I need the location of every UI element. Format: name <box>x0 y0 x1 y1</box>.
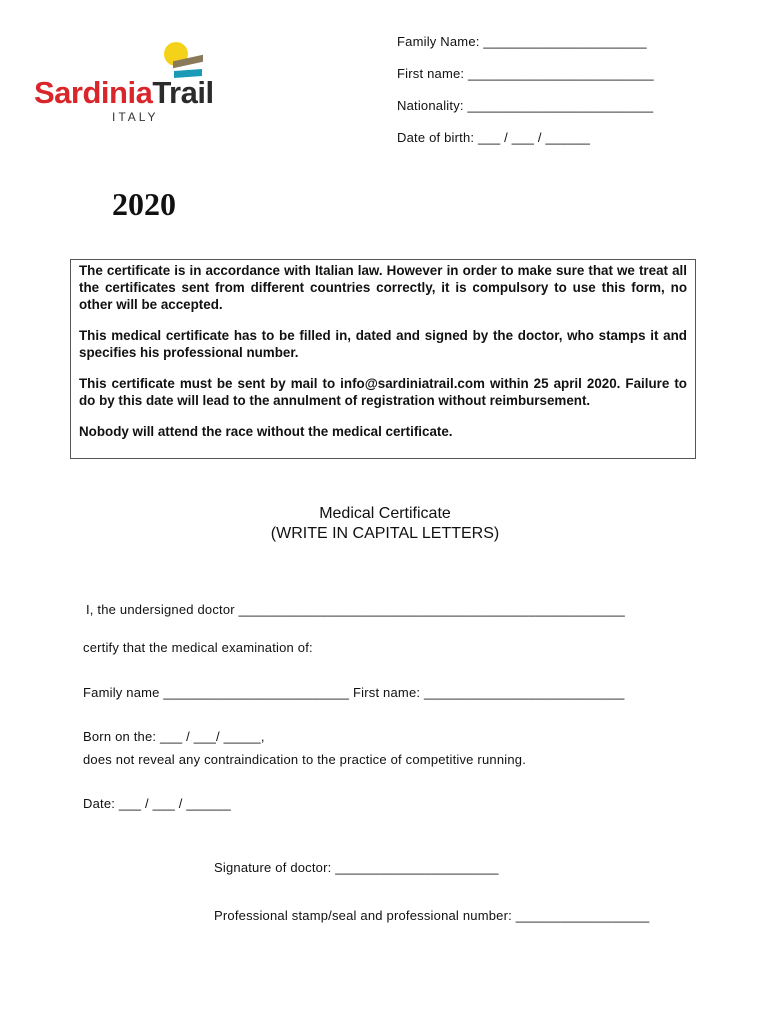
nationality-field[interactable]: Nationality: _________________________ <box>397 98 654 113</box>
notice-paragraph-3: This certificate must be sent by mail to info@sardiniatrail.com within 25 april 2020. Failure to do by this date will lead to the annulment of registration without reimbursement. <box>79 376 687 408</box>
certificate-title: Medical Certificate <box>319 505 451 522</box>
doctor-name-field[interactable]: I, the undersigned doctor ____________________________________________________ <box>86 602 625 617</box>
date-field[interactable]: Date: ___ / ___ / ______ <box>83 796 231 811</box>
logo-wordmark: SardiniaTrail <box>34 75 214 110</box>
notice-paragraph-4: Nobody will attend the race without the medical certificate. <box>79 424 453 439</box>
family-name-field[interactable]: Family Name: ______________________ <box>397 34 647 49</box>
certify-statement: certify that the medical examination of: <box>83 640 313 655</box>
notice-paragraph-2: This medical certificate has to be filled in, dated and signed by the doctor, who stamps it and specifies his professional number. <box>79 328 687 360</box>
year-heading: 2020 <box>112 186 176 222</box>
born-on-field[interactable]: Born on the: ___ / ___/ _____, <box>83 729 265 744</box>
patient-names-field[interactable]: Family name _________________________ First name: ___________________________ <box>83 685 625 700</box>
contraindication-statement: does not reveal any contraindication to the practice of competitive running. <box>83 752 527 767</box>
sardinia-trail-logo <box>34 40 254 130</box>
date-of-birth-field[interactable]: Date of birth: ___ / ___ / ______ <box>397 130 591 145</box>
logo-country: ITALY <box>112 110 159 124</box>
professional-stamp-field[interactable]: Professional stamp/seal and professional number: __________________ <box>214 908 650 923</box>
doctor-signature-field[interactable]: Signature of doctor: ______________________ <box>214 860 499 875</box>
notice-paragraph-1: The certificate is in accordance with Italian law. However in order to make sure that we treat all the certificates sent from different countries correctly, it is compulsory to use this form, no other will be accepted. <box>79 263 687 312</box>
notice-box <box>70 259 696 459</box>
first-name-field[interactable]: First name: _________________________ <box>397 66 654 81</box>
certificate-subtitle: (WRITE IN CAPITAL LETTERS) <box>270 525 500 542</box>
